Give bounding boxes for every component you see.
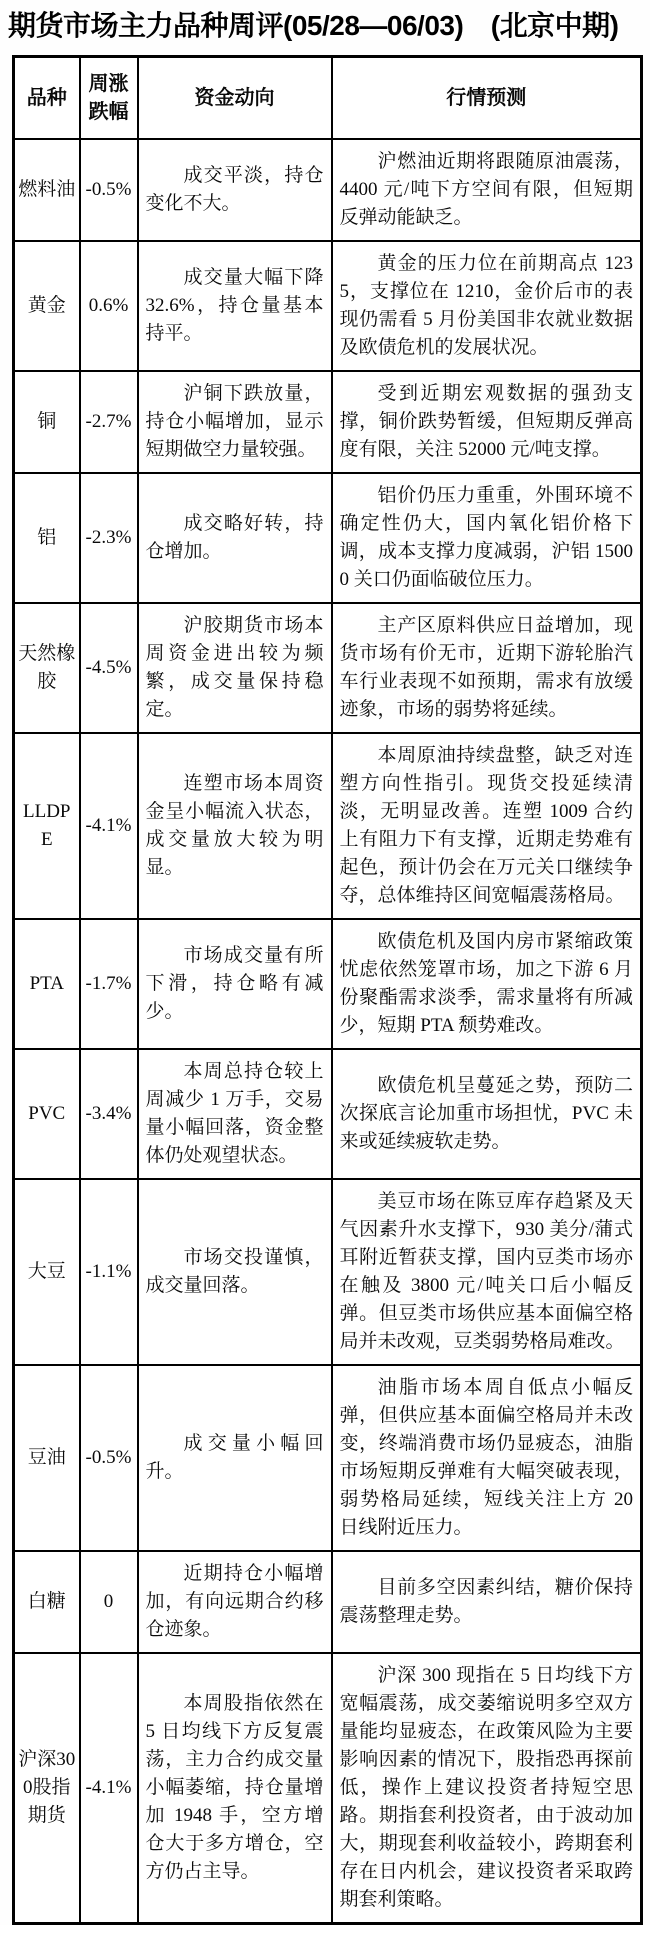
variety-cell: 白糖 (14, 1551, 80, 1653)
variety-cell: 沪深300股指期货 (14, 1653, 80, 1924)
weekly-change-cell: -1.7% (80, 919, 138, 1049)
forecast-cell: 欧债危机呈蔓延之势，预防二次探底言论加重市场担忧，PVC 未来或延续疲软走势。 (332, 1049, 642, 1179)
table-row (14, 473, 642, 603)
variety-cell: 大豆 (14, 1179, 80, 1365)
capital-flow-cell: 成交量小幅回升。 (138, 1365, 332, 1551)
variety-cell: 燃料油 (14, 139, 80, 241)
col-header-weekly-change: 周涨跌幅 (80, 57, 138, 140)
forecast-cell: 美豆市场在陈豆库存趋紧及天气因素升水支撑下，930 美分/蒲式耳附近暂获支撑，国内豆类市场亦在触及 3800 元/吨关口后小幅反弹。但豆类市场供应基本面偏空格局并未改观，豆类弱势格局难改。 (332, 1179, 642, 1365)
table-row (14, 1551, 642, 1653)
weekly-change-cell: -2.7% (80, 371, 138, 473)
variety-cell: 铜 (14, 371, 80, 473)
col-header-forecast: 行情预测 (332, 57, 642, 140)
forecast-cell: 沪深 300 现指在 5 日均线下方宽幅震荡，成交萎缩说明多空双方量能均显疲态，在政策风险为主要影响因素的情况下，股指恐再探前低，操作上建议投资者持短空思路。期指套利投资者，由于波动加大，期现套利收益较小，跨期套利存在日内机会，建议投资者采取跨期套利策略。 (332, 1653, 642, 1924)
table-row (14, 1179, 642, 1365)
variety-cell: PVC (14, 1049, 80, 1179)
page-title: 期货市场主力品种周评(05/28—06/03) (北京中期) (8, 10, 619, 41)
forecast-cell: 本周原油持续盘整，缺乏对连塑方向性指引。现货交投延续清淡，无明显改善。连塑 1009 合约上有阻力下有支撑，近期走势难有起色，预计仍会在万元关口继续争夺，总体维持区间宽幅震荡格局。 (332, 733, 642, 919)
capital-flow-cell: 本周总持仓较上周减少 1 万手，交易量小幅回落，资金整体仍处观望状态。 (138, 1049, 332, 1179)
table-row (14, 733, 642, 919)
variety-cell: PTA (14, 919, 80, 1049)
capital-flow-cell: 沪铜下跌放量，持仓小幅增加，显示短期做空力量较强。 (138, 371, 332, 473)
capital-flow-cell: 成交平淡，持仓变化不大。 (138, 139, 332, 241)
capital-flow-cell: 本周股指依然在 5 日均线下方反复震荡，主力合约成交量小幅萎缩，持仓量增加 1948 手，空方增仓大于多方增仓，空方仍占主导。 (138, 1653, 332, 1924)
col-header-variety: 品种 (14, 57, 80, 140)
weekly-change-cell: -4.1% (80, 733, 138, 919)
forecast-cell: 目前多空因素纠结，糖价保持震荡整理走势。 (332, 1551, 642, 1653)
capital-flow-cell: 市场交投谨慎，成交量回落。 (138, 1179, 332, 1365)
weekly-change-cell: 0 (80, 1551, 138, 1653)
capital-flow-cell: 沪胶期货市场本周资金进出较为频繁，成交量保持稳定。 (138, 603, 332, 733)
futures-review-table (12, 55, 643, 1925)
variety-cell: 豆油 (14, 1365, 80, 1551)
weekly-change-cell: -0.5% (80, 139, 138, 241)
weekly-change-cell: 0.6% (80, 241, 138, 371)
capital-flow-cell: 市场成交量有所下滑，持仓略有减少。 (138, 919, 332, 1049)
table-row (14, 241, 642, 371)
table-row (14, 371, 642, 473)
table-row (14, 1049, 642, 1179)
weekly-change-cell: -3.4% (80, 1049, 138, 1179)
weekly-change-cell: -2.3% (80, 473, 138, 603)
forecast-cell: 油脂市场本周自低点小幅反弹，但供应基本面偏空格局并未改变，终端消费市场仍显疲态，油脂市场短期反弹难有大幅突破表现，弱势格局延续，短线关注上方 20 日线附近压力。 (332, 1365, 642, 1551)
forecast-cell: 欧债危机及国内房市紧缩政策忧虑依然笼罩市场，加之下游 6 月份聚酯需求淡季，需求量将有所减少，短期 PTA 颓势难改。 (332, 919, 642, 1049)
capital-flow-cell: 近期持仓小幅增加，有向远期合约移仓迹象。 (138, 1551, 332, 1653)
variety-cell: 铝 (14, 473, 80, 603)
capital-flow-cell: 成交量大幅下降 32.6%，持仓量基本持平。 (138, 241, 332, 371)
weekly-change-cell: -0.5% (80, 1365, 138, 1551)
col-header-capital-flow: 资金动向 (138, 57, 332, 140)
capital-flow-cell: 连塑市场本周资金呈小幅流入状态，成交量放大较为明显。 (138, 733, 332, 919)
header-row (14, 57, 642, 140)
forecast-cell: 黄金的压力位在前期高点 1235，支撑位在 1210，金价后市的表现仍需看 5 月份美国非农就业数据及欧债危机的发展状况。 (332, 241, 642, 371)
table-row (14, 139, 642, 241)
table-row (14, 1653, 642, 1924)
weekly-change-cell: -1.1% (80, 1179, 138, 1365)
forecast-cell: 主产区原料供应日益增加，现货市场有价无市，近期下游轮胎汽车行业表现不如预期，需求有放缓迹象，市场的弱势将延续。 (332, 603, 642, 733)
capital-flow-cell: 成交略好转，持仓增加。 (138, 473, 332, 603)
weekly-change-cell: -4.1% (80, 1653, 138, 1924)
variety-cell: 黄金 (14, 241, 80, 371)
table-row (14, 919, 642, 1049)
forecast-cell: 铝价仍压力重重，外围环境不确定性仍大，国内氧化铝价格下调，成本支撑力度减弱，沪铝 15000 关口仍面临破位压力。 (332, 473, 642, 603)
table-row (14, 1365, 642, 1551)
table-body (14, 139, 642, 1924)
forecast-cell: 沪燃油近期将跟随原油震荡，4400 元/吨下方空间有限，但短期反弹动能缺乏。 (332, 139, 642, 241)
weekly-change-cell: -4.5% (80, 603, 138, 733)
forecast-cell: 受到近期宏观数据的强劲支撑，铜价跌势暂缓，但短期反弹高度有限，关注 52000 元/吨支撑。 (332, 371, 642, 473)
variety-cell: LLDPE (14, 733, 80, 919)
table-row (14, 603, 642, 733)
variety-cell: 天然橡胶 (14, 603, 80, 733)
